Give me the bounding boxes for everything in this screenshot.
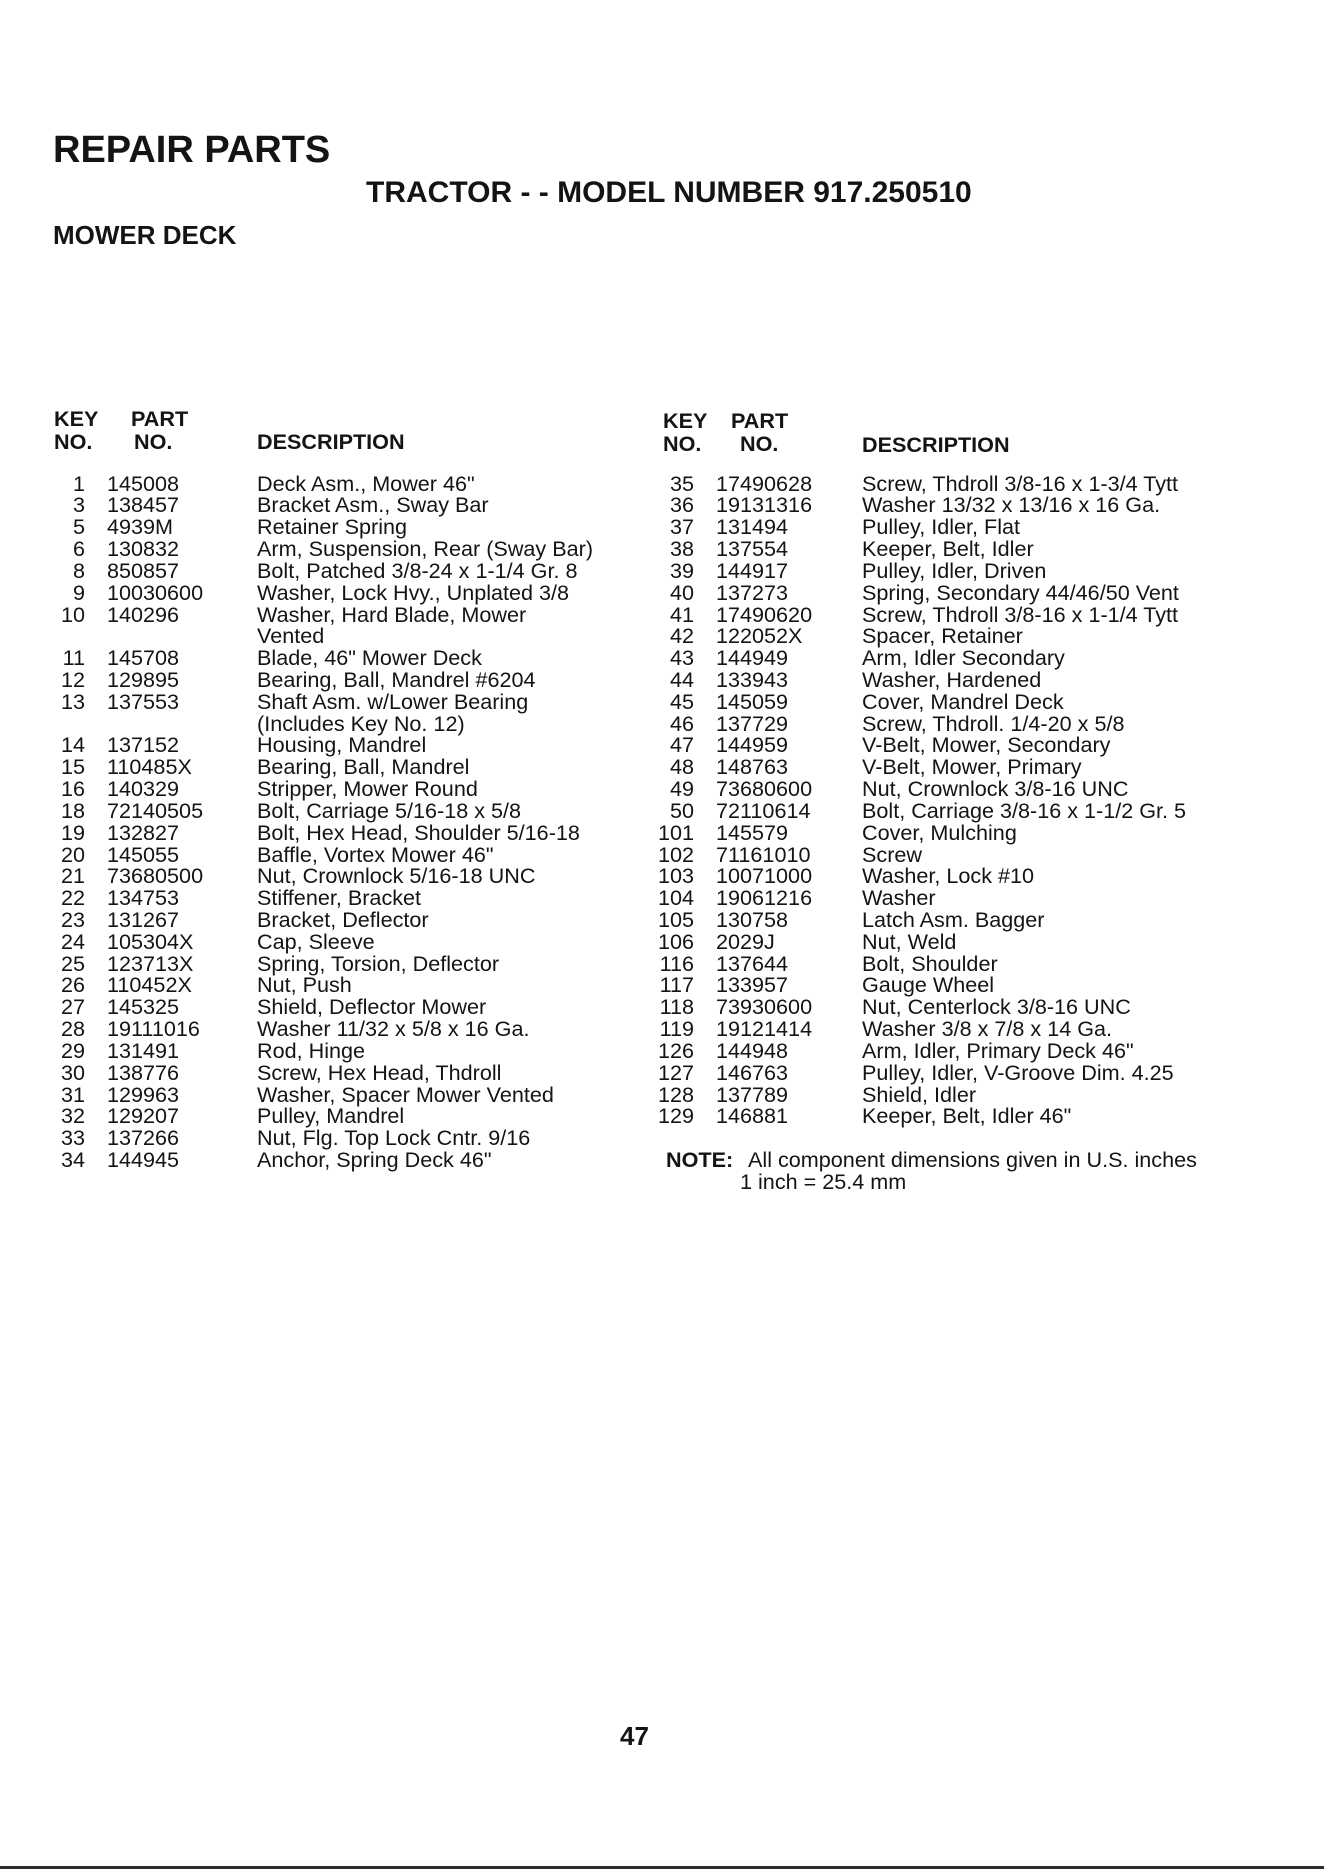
table-row [0, 579, 640, 605]
part-number: 129207 [107, 1103, 180, 1129]
part-description: Shield, Deflector Mower [257, 994, 487, 1020]
part-description: Washer 3/8 x 7/8 x 14 Ga. [862, 1016, 1113, 1042]
part-description: Deck Asm., Mower 46" [257, 470, 475, 496]
part-description: Washer 11/32 x 5/8 x 16 Ga. [257, 1016, 530, 1042]
part-description: Nut, Centerlock 3/8-16 UNC [862, 994, 1131, 1020]
key-number: 117 [659, 972, 694, 998]
part-description: Spacer, Retainer [862, 623, 1023, 649]
table-row [640, 841, 1324, 867]
table-row [0, 841, 640, 867]
table-row-continuation [0, 625, 640, 647]
part-number: 144959 [716, 732, 789, 758]
table-row [640, 470, 1324, 496]
part-number: 2029J [716, 928, 775, 954]
part-number: 129963 [107, 1081, 180, 1107]
table-row [640, 950, 1324, 976]
part-description: Nut, Flg. Top Lock Cntr. 9/16 [257, 1125, 531, 1151]
part-number: 137152 [107, 732, 180, 758]
description-header: DESCRIPTION [862, 432, 1010, 457]
key-number: 36 [669, 492, 694, 518]
part-number: 131491 [107, 1037, 180, 1063]
part-description: Baffle, Vortex Mower 46" [257, 841, 494, 867]
key-number: 18 [60, 797, 85, 823]
key-number: 106 [657, 928, 694, 954]
key-no-header-bottom: NO. [54, 428, 93, 454]
table-row [0, 516, 640, 538]
part-number: 145055 [107, 841, 180, 867]
part-number: 132827 [107, 819, 180, 845]
part-no-header-bottom: NO. [740, 431, 779, 456]
part-description: Stripper, Mower Round [257, 776, 478, 802]
table-row [0, 1127, 640, 1149]
key-number: 1 [72, 470, 85, 496]
table-row [0, 778, 640, 800]
table-row [640, 625, 1324, 647]
table-row [640, 1105, 1324, 1127]
table-row [640, 688, 1324, 714]
table-row [0, 688, 640, 714]
part-description: Bolt, Hex Head, Shoulder 5/16-18 [257, 819, 580, 845]
table-row [0, 601, 640, 627]
part-number: 850857 [107, 557, 180, 583]
part-number: 137273 [716, 579, 789, 605]
part-no-header-top: PART [131, 406, 189, 431]
table-row [0, 974, 640, 996]
part-number: 137789 [716, 1081, 789, 1107]
key-number: 22 [60, 885, 85, 911]
key-number: 6 [72, 536, 85, 562]
part-number: 17490628 [716, 470, 813, 496]
key-no-header-bottom: NO. [663, 431, 702, 456]
part-description: Washer 13/32 x 13/16 x 16 Ga. [862, 492, 1161, 518]
table-row [0, 819, 640, 845]
part-description: Housing, Mandrel [257, 732, 427, 758]
key-number: 32 [60, 1103, 85, 1129]
key-number: 31 [60, 1081, 85, 1107]
part-number: 105304X [107, 928, 194, 954]
scan-edge-line [0, 1866, 1324, 1869]
key-number: 35 [669, 470, 694, 496]
table-row [640, 601, 1324, 627]
table-row [640, 710, 1324, 736]
table-row [640, 647, 1324, 669]
key-number: 41 [669, 601, 694, 627]
key-number: 20 [60, 841, 85, 867]
part-description: Washer [862, 885, 936, 911]
part-description: Bolt, Carriage 5/16-18 x 5/8 [257, 797, 522, 823]
part-description: Bearing, Ball, Mandrel #6204 [257, 666, 536, 692]
part-description: Arm, Idler, Primary Deck 46" [862, 1037, 1134, 1063]
part-number: 17490620 [716, 601, 813, 627]
key-number: 27 [60, 994, 85, 1020]
part-description: Washer, Hardened [862, 666, 1042, 692]
part-description: Latch Asm. Bagger [862, 906, 1045, 932]
part-number: 137266 [107, 1125, 180, 1151]
key-number: 103 [657, 863, 694, 889]
key-number: 128 [657, 1081, 694, 1107]
table-row [0, 538, 640, 560]
part-number: 137553 [107, 688, 180, 714]
table-row [0, 647, 640, 669]
part-description: Pulley, Mandrel [257, 1103, 405, 1129]
part-description: Gauge Wheel [862, 972, 995, 998]
key-number: 34 [60, 1147, 85, 1172]
table-row [640, 906, 1324, 932]
part-number: 145579 [716, 819, 789, 845]
key-number: 44 [669, 666, 694, 692]
table-row [0, 1059, 640, 1085]
part-number: 146763 [716, 1059, 789, 1085]
key-number: 43 [669, 645, 694, 671]
description-header: DESCRIPTION [257, 428, 405, 454]
key-number: 49 [669, 776, 694, 802]
part-description: Rod, Hinge [257, 1037, 366, 1063]
key-number: 10 [60, 601, 85, 627]
part-description: Nut, Crownlock 5/16-18 UNC [257, 863, 536, 889]
part-number: 123713X [107, 950, 194, 976]
table-row [0, 1018, 640, 1040]
key-number: 101 [657, 819, 694, 845]
part-number: 19111016 [107, 1016, 200, 1042]
part-number: 130832 [107, 536, 180, 562]
part-number: 145008 [107, 470, 180, 496]
part-description: Screw, Thdroll 3/8-16 x 1-3/4 Tytt [862, 470, 1179, 496]
part-number: 72140505 [107, 797, 204, 823]
part-number: 144949 [716, 645, 789, 671]
key-number: 33 [60, 1125, 85, 1151]
key-number: 23 [60, 906, 85, 932]
part-description: Arm, Idler Secondary [862, 645, 1065, 671]
parts-table-right [640, 470, 1324, 1133]
part-number: 131494 [716, 514, 789, 540]
part-number: 145708 [107, 645, 180, 671]
part-number: 122052X [716, 623, 803, 649]
part-description: Nut, Push [257, 972, 352, 998]
part-number: 140329 [107, 776, 180, 802]
section-title: MOWER DECK [53, 220, 237, 250]
part-description: Screw, Thdroll. 1/4-20 x 5/8 [862, 710, 1125, 736]
key-number: 105 [657, 906, 694, 932]
part-number: 133957 [716, 972, 789, 998]
table-row [0, 494, 640, 516]
table-row [0, 865, 640, 887]
part-description: Cover, Mulching [862, 819, 1017, 845]
key-number: 25 [60, 950, 85, 976]
part-description: Bolt, Patched 3/8-24 x 1-1/4 Gr. 8 [257, 557, 578, 583]
table-row [640, 538, 1324, 560]
key-no-header-top: KEY [663, 408, 708, 433]
part-description: Bolt, Carriage 3/8-16 x 1-1/2 Gr. 5 [862, 797, 1187, 823]
table-row [0, 1081, 640, 1107]
page-number: 47 [620, 1721, 649, 1751]
part-description: Pulley, Idler, Driven [862, 557, 1047, 583]
part-description: Washer, Spacer Mower Vented [257, 1081, 554, 1107]
part-description: Screw, Hex Head, Thdroll [257, 1059, 502, 1085]
key-number: 29 [60, 1037, 85, 1063]
part-description: Bracket Asm., Sway Bar [257, 492, 489, 518]
part-number: 73930600 [716, 994, 813, 1020]
key-number: 104 [657, 885, 694, 911]
part-number: 144917 [716, 557, 789, 583]
key-number: 3 [72, 492, 85, 518]
table-row [0, 797, 640, 823]
table-row [640, 579, 1324, 605]
key-number: 13 [60, 688, 85, 714]
key-no-header-top: KEY [54, 406, 99, 431]
table-row [0, 906, 640, 932]
key-number: 118 [659, 994, 694, 1020]
part-description-continued: Vented [257, 623, 325, 649]
part-description: Nut, Weld [862, 928, 957, 954]
table-row [640, 756, 1324, 778]
part-description: V-Belt, Mower, Primary [862, 754, 1082, 780]
table-row [0, 470, 640, 496]
key-number: 50 [669, 797, 694, 823]
key-number: 37 [669, 514, 694, 540]
part-number: 138457 [107, 492, 180, 518]
part-description: Pulley, Idler, Flat [862, 514, 1021, 540]
part-number: 4939M [107, 514, 174, 540]
part-description: Washer, Hard Blade, Mower [257, 601, 527, 627]
table-row [640, 865, 1324, 887]
table-row [640, 1018, 1324, 1040]
part-description: Blade, 46" Mower Deck [257, 645, 482, 671]
key-number: 5 [72, 514, 85, 540]
part-description: Bracket, Deflector [257, 906, 429, 932]
key-number: 127 [657, 1059, 694, 1085]
part-description: Screw, Thdroll 3/8-16 x 1-1/4 Tytt [862, 601, 1179, 627]
part-description: Arm, Suspension, Rear (Sway Bar) [257, 536, 594, 562]
table-row [640, 797, 1324, 823]
part-number: 137554 [716, 536, 789, 562]
key-number: 21 [60, 863, 85, 889]
table-row [640, 974, 1324, 996]
part-number: 73680600 [716, 776, 813, 802]
part-description: Shaft Asm. w/Lower Bearing [257, 688, 529, 714]
part-number: 144945 [107, 1147, 180, 1172]
part-number: 146881 [716, 1103, 789, 1129]
part-number: 134753 [107, 885, 180, 911]
table-row [640, 1037, 1324, 1063]
table-row [640, 557, 1324, 583]
key-number: 116 [659, 950, 694, 976]
part-number: 130758 [716, 906, 789, 932]
part-number: 10071000 [716, 863, 813, 889]
key-number: 12 [60, 666, 85, 692]
part-description: Anchor, Spring Deck 46" [257, 1147, 492, 1172]
note-label: NOTE: [666, 1147, 734, 1172]
part-number: 131267 [107, 906, 180, 932]
part-number: 19131316 [716, 492, 813, 518]
part-description: Cap, Sleeve [257, 928, 375, 954]
part-number: 137644 [716, 950, 789, 976]
key-number: 9 [72, 579, 85, 605]
part-number: 19121414 [716, 1016, 813, 1042]
table-row [640, 1059, 1324, 1085]
part-number: 10030600 [107, 579, 204, 605]
part-number: 144948 [716, 1037, 789, 1063]
part-number: 148763 [716, 754, 789, 780]
part-number: 72110614 [716, 797, 811, 823]
key-number: 28 [60, 1016, 85, 1042]
key-number: 102 [657, 841, 694, 867]
table-row [0, 1105, 640, 1127]
part-number: 129895 [107, 666, 180, 692]
part-number: 145325 [107, 994, 180, 1020]
key-number: 8 [72, 557, 85, 583]
table-row [640, 996, 1324, 1018]
table-row [0, 950, 640, 976]
part-no-header-top: PART [731, 408, 789, 433]
part-description: Pulley, Idler, V-Groove Dim. 4.25 [862, 1059, 1174, 1085]
note-text: All component dimensions given in U.S. inches [748, 1147, 1197, 1172]
model-heading: TRACTOR - - MODEL NUMBER 917.250510 [366, 176, 972, 209]
key-number: 11 [62, 645, 85, 671]
key-number: 40 [669, 579, 694, 605]
page-title: REPAIR PARTS [53, 129, 331, 171]
table-row [0, 666, 640, 692]
part-description: V-Belt, Mower, Secondary [862, 732, 1111, 758]
table-row [640, 494, 1324, 516]
key-number: 38 [669, 536, 694, 562]
key-number: 46 [669, 710, 694, 736]
key-number: 30 [60, 1059, 85, 1085]
key-number: 48 [669, 754, 694, 780]
part-number: 138776 [107, 1059, 180, 1085]
table-row [640, 819, 1324, 845]
key-number: 26 [60, 972, 85, 998]
part-description: Spring, Secondary 44/46/50 Vent [862, 579, 1179, 605]
part-description: Screw [862, 841, 922, 867]
table-row [0, 1149, 640, 1171]
table-row [640, 928, 1324, 954]
part-number: 73680500 [107, 863, 204, 889]
key-number: 45 [669, 688, 694, 714]
part-description: Nut, Crownlock 3/8-16 UNC [862, 776, 1129, 802]
table-row [640, 734, 1324, 756]
part-number: 140296 [107, 601, 180, 627]
table-row [0, 1037, 640, 1063]
parts-table-left [0, 470, 640, 1173]
part-description: Keeper, Belt, Idler [862, 536, 1034, 562]
part-number: 137729 [716, 710, 789, 736]
part-description: Bolt, Shoulder [862, 950, 998, 976]
key-number: 42 [669, 623, 694, 649]
table-row-continuation [0, 710, 640, 736]
key-number: 126 [657, 1037, 694, 1063]
key-number: 14 [60, 732, 85, 758]
table-row [0, 756, 640, 778]
part-number: 145059 [716, 688, 789, 714]
table-row [640, 666, 1324, 692]
table-row [640, 516, 1324, 538]
part-description: Washer, Lock #10 [862, 863, 1035, 889]
key-number: 47 [669, 732, 694, 758]
table-row [640, 887, 1324, 909]
part-description: Spring, Torsion, Deflector [257, 950, 500, 976]
part-description: Washer, Lock Hvy., Unplated 3/8 [257, 579, 570, 605]
part-description: Shield, Idler [862, 1081, 977, 1107]
key-number: 39 [669, 557, 694, 583]
key-number: 129 [657, 1103, 694, 1129]
key-number: 119 [659, 1016, 694, 1042]
part-number: 110485X [107, 754, 192, 780]
key-number: 15 [60, 754, 85, 780]
table-row [0, 996, 640, 1018]
key-number: 24 [60, 928, 85, 954]
part-description-continued: (Includes Key No. 12) [257, 710, 465, 736]
part-description: Retainer Spring [257, 514, 408, 540]
table-row [640, 778, 1324, 800]
part-number: 133943 [716, 666, 789, 692]
table-row [640, 1081, 1324, 1107]
part-number: 71161010 [716, 841, 811, 867]
table-row [0, 734, 640, 756]
key-number: 19 [60, 819, 85, 845]
table-row [0, 557, 640, 583]
part-description: Keeper, Belt, Idler 46" [862, 1103, 1072, 1129]
table-row [0, 887, 640, 909]
note-conversion: 1 inch = 25.4 mm [740, 1169, 907, 1194]
part-description: Bearing, Ball, Mandrel [257, 754, 470, 780]
part-description: Stiffener, Bracket [257, 885, 422, 911]
part-no-header-bottom: NO. [134, 428, 173, 454]
part-description: Cover, Mandrel Deck [862, 688, 1064, 714]
table-row [0, 928, 640, 954]
key-number: 16 [60, 776, 85, 802]
part-number: 110452X [107, 972, 192, 998]
part-number: 19061216 [716, 885, 813, 911]
